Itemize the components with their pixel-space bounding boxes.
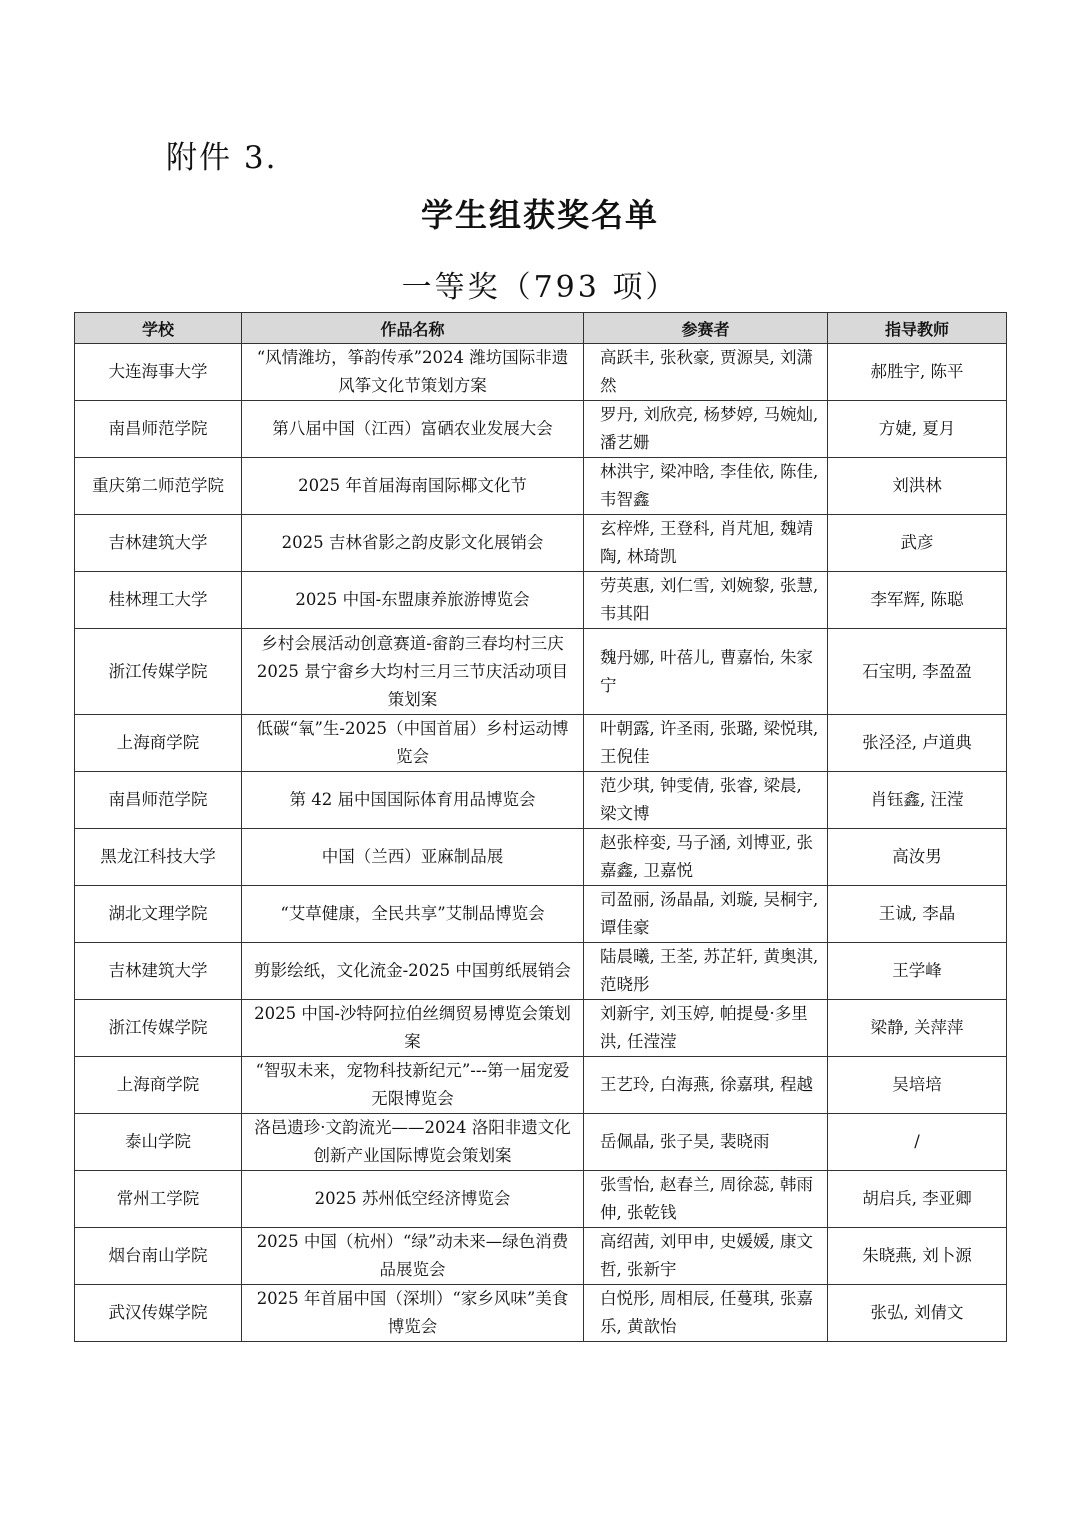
header-participants: 参赛者 — [584, 313, 828, 344]
cell-teachers: 郝胜宇, 陈平 — [828, 344, 1007, 401]
table-row — [75, 1171, 1007, 1228]
cell-teachers: 张弘, 刘倩文 — [828, 1285, 1007, 1342]
table-row — [75, 772, 1007, 829]
cell-participants: 刘新宇, 刘玉婷, 帕提曼·多里洪, 任滢滢 — [584, 1000, 828, 1057]
cell-work: “艾草健康，全民共享”艾制品博览会 — [242, 886, 584, 943]
cell-participants: 高跃丰, 张秋豪, 贾源昊, 刘潇然 — [584, 344, 828, 401]
cell-teachers: 王诚, 李晶 — [828, 886, 1007, 943]
cell-work: 低碳“氧”生-2025（中国首届）乡村运动博览会 — [242, 715, 584, 772]
cell-teachers: 肖钰鑫, 汪滢 — [828, 772, 1007, 829]
cell-teachers: 胡启兵, 李亚卿 — [828, 1171, 1007, 1228]
cell-work: 第八届中国（江西）富硒农业发展大会 — [242, 401, 584, 458]
cell-teachers: 朱晓燕, 刘卜源 — [828, 1228, 1007, 1285]
cell-work: 乡村会展活动创意赛道-畲韵三春均村三庆 2025 景宁畲乡大均村三月三节庆活动项目策划案 — [242, 629, 584, 715]
cell-teachers: 方婕, 夏月 — [828, 401, 1007, 458]
cell-work: 洛邑遗珍·文韵流光——2024 洛阳非遗文化创新产业国际博览会策划案 — [242, 1114, 584, 1171]
award-heading: 一等奖（793 项） — [401, 270, 679, 305]
cell-teachers: 张泾泾, 卢道典 — [828, 715, 1007, 772]
cell-participants: 白悦彤, 周相辰, 任蔓琪, 张嘉乐, 黄歆怡 — [584, 1285, 828, 1342]
cell-teachers: 梁静, 关萍萍 — [828, 1000, 1007, 1057]
attachment-label: 附件 3. — [166, 140, 278, 176]
cell-work: 2025 年首届中国（深圳）“家乡风味”美食博览会 — [242, 1285, 584, 1342]
cell-school: 浙江传媒学院 — [75, 629, 242, 715]
cell-work: 2025 年首届海南国际椰文化节 — [242, 458, 584, 515]
table-row — [75, 344, 1007, 401]
cell-school: 泰山学院 — [75, 1114, 242, 1171]
table-row — [75, 715, 1007, 772]
cell-participants: 张雪怡, 赵春兰, 周徐蕊, 韩雨伸, 张乾钱 — [584, 1171, 828, 1228]
header-row — [75, 313, 1007, 344]
cell-school: 大连海事大学 — [75, 344, 242, 401]
cell-school: 吉林建筑大学 — [75, 515, 242, 572]
cell-work: 2025 吉林省影之韵皮影文化展销会 — [242, 515, 584, 572]
header-school: 学校 — [75, 313, 242, 344]
cell-participants: 玄梓烨, 王登科, 肖芃旭, 魏靖陶, 林琦凯 — [584, 515, 828, 572]
cell-teachers: / — [828, 1114, 1007, 1171]
cell-participants: 陆晨曦, 王荃, 苏芷轩, 黄奥淇, 范晓彤 — [584, 943, 828, 1000]
cell-work: 2025 中国-沙特阿拉伯丝绸贸易博览会策划案 — [242, 1000, 584, 1057]
header-advisors: 指导教师 — [828, 313, 1007, 344]
cell-school: 吉林建筑大学 — [75, 943, 242, 1000]
cell-school: 上海商学院 — [75, 1057, 242, 1114]
cell-participants: 赵张梓娈, 马子涵, 刘博亚, 张嘉鑫, 卫嘉悦 — [584, 829, 828, 886]
cell-school: 重庆第二师范学院 — [75, 458, 242, 515]
table-row — [75, 458, 1007, 515]
awards-table — [74, 312, 1007, 1342]
cell-participants: 岳佩晶, 张子昊, 裴晓雨 — [584, 1114, 828, 1171]
table-row — [75, 515, 1007, 572]
cell-school: 常州工学院 — [75, 1171, 242, 1228]
cell-school: 上海商学院 — [75, 715, 242, 772]
table-row — [75, 629, 1007, 715]
cell-participants: 司盈丽, 汤晶晶, 刘璇, 吴桐宇, 谭佳豪 — [584, 886, 828, 943]
cell-work: 中国（兰西）亚麻制品展 — [242, 829, 584, 886]
table-row — [75, 1114, 1007, 1171]
cell-participants: 王艺玲, 白海燕, 徐嘉琪, 程越 — [584, 1057, 828, 1114]
cell-work: “风情潍坊，筝韵传承”2024 潍坊国际非遗风筝文化节策划方案 — [242, 344, 584, 401]
cell-school: 浙江传媒学院 — [75, 1000, 242, 1057]
cell-work: 2025 苏州低空经济博览会 — [242, 1171, 584, 1228]
table-row — [75, 1228, 1007, 1285]
cell-teachers: 吴培培 — [828, 1057, 1007, 1114]
page-title: 学生组获奖名单 — [420, 196, 659, 234]
cell-participants: 林洪宇, 梁冲晗, 李佳依, 陈佳, 韦智鑫 — [584, 458, 828, 515]
cell-work: 2025 中国（杭州）“绿”动未来—绿色消费品展览会 — [242, 1228, 584, 1285]
table-row — [75, 1000, 1007, 1057]
cell-school: 湖北文理学院 — [75, 886, 242, 943]
table-row — [75, 401, 1007, 458]
table-row — [75, 1057, 1007, 1114]
cell-school: 黑龙江科技大学 — [75, 829, 242, 886]
cell-work: “智驭未来，宠物科技新纪元”---第一届宠爱无限博览会 — [242, 1057, 584, 1114]
cell-work: 2025 中国-东盟康养旅游博览会 — [242, 572, 584, 629]
table-row — [75, 1285, 1007, 1342]
cell-teachers: 武彦 — [828, 515, 1007, 572]
cell-participants: 叶朝露, 许圣雨, 张璐, 梁悦琪, 王倪佳 — [584, 715, 828, 772]
table-row — [75, 572, 1007, 629]
cell-teachers: 李军辉, 陈聪 — [828, 572, 1007, 629]
header-work-title: 作品名称 — [242, 313, 584, 344]
cell-participants: 范少琪, 钟雯倩, 张睿, 梁晨, 梁文博 — [584, 772, 828, 829]
cell-school: 武汉传媒学院 — [75, 1285, 242, 1342]
cell-participants: 魏丹娜, 叶蓓儿, 曹嘉怡, 朱家宁 — [584, 629, 828, 715]
cell-work: 第 42 届中国国际体育用品博览会 — [242, 772, 584, 829]
cell-school: 烟台南山学院 — [75, 1228, 242, 1285]
cell-teachers: 王学峰 — [828, 943, 1007, 1000]
cell-teachers: 高汝男 — [828, 829, 1007, 886]
cell-school: 南昌师范学院 — [75, 401, 242, 458]
table-row — [75, 829, 1007, 886]
cell-school: 桂林理工大学 — [75, 572, 242, 629]
table-row — [75, 943, 1007, 1000]
cell-teachers: 刘洪林 — [828, 458, 1007, 515]
cell-participants: 劳英惠, 刘仁雪, 刘婉黎, 张慧, 韦其阳 — [584, 572, 828, 629]
cell-teachers: 石宝明, 李盈盈 — [828, 629, 1007, 715]
cell-school: 南昌师范学院 — [75, 772, 242, 829]
cell-participants: 罗丹, 刘欣亮, 杨梦婷, 马婉灿, 潘艺姗 — [584, 401, 828, 458]
cell-participants: 高绍茜, 刘甲申, 史媛媛, 康文哲, 张新宇 — [584, 1228, 828, 1285]
cell-work: 剪影绘纸，文化流金-2025 中国剪纸展销会 — [242, 943, 584, 1000]
table-row — [75, 886, 1007, 943]
